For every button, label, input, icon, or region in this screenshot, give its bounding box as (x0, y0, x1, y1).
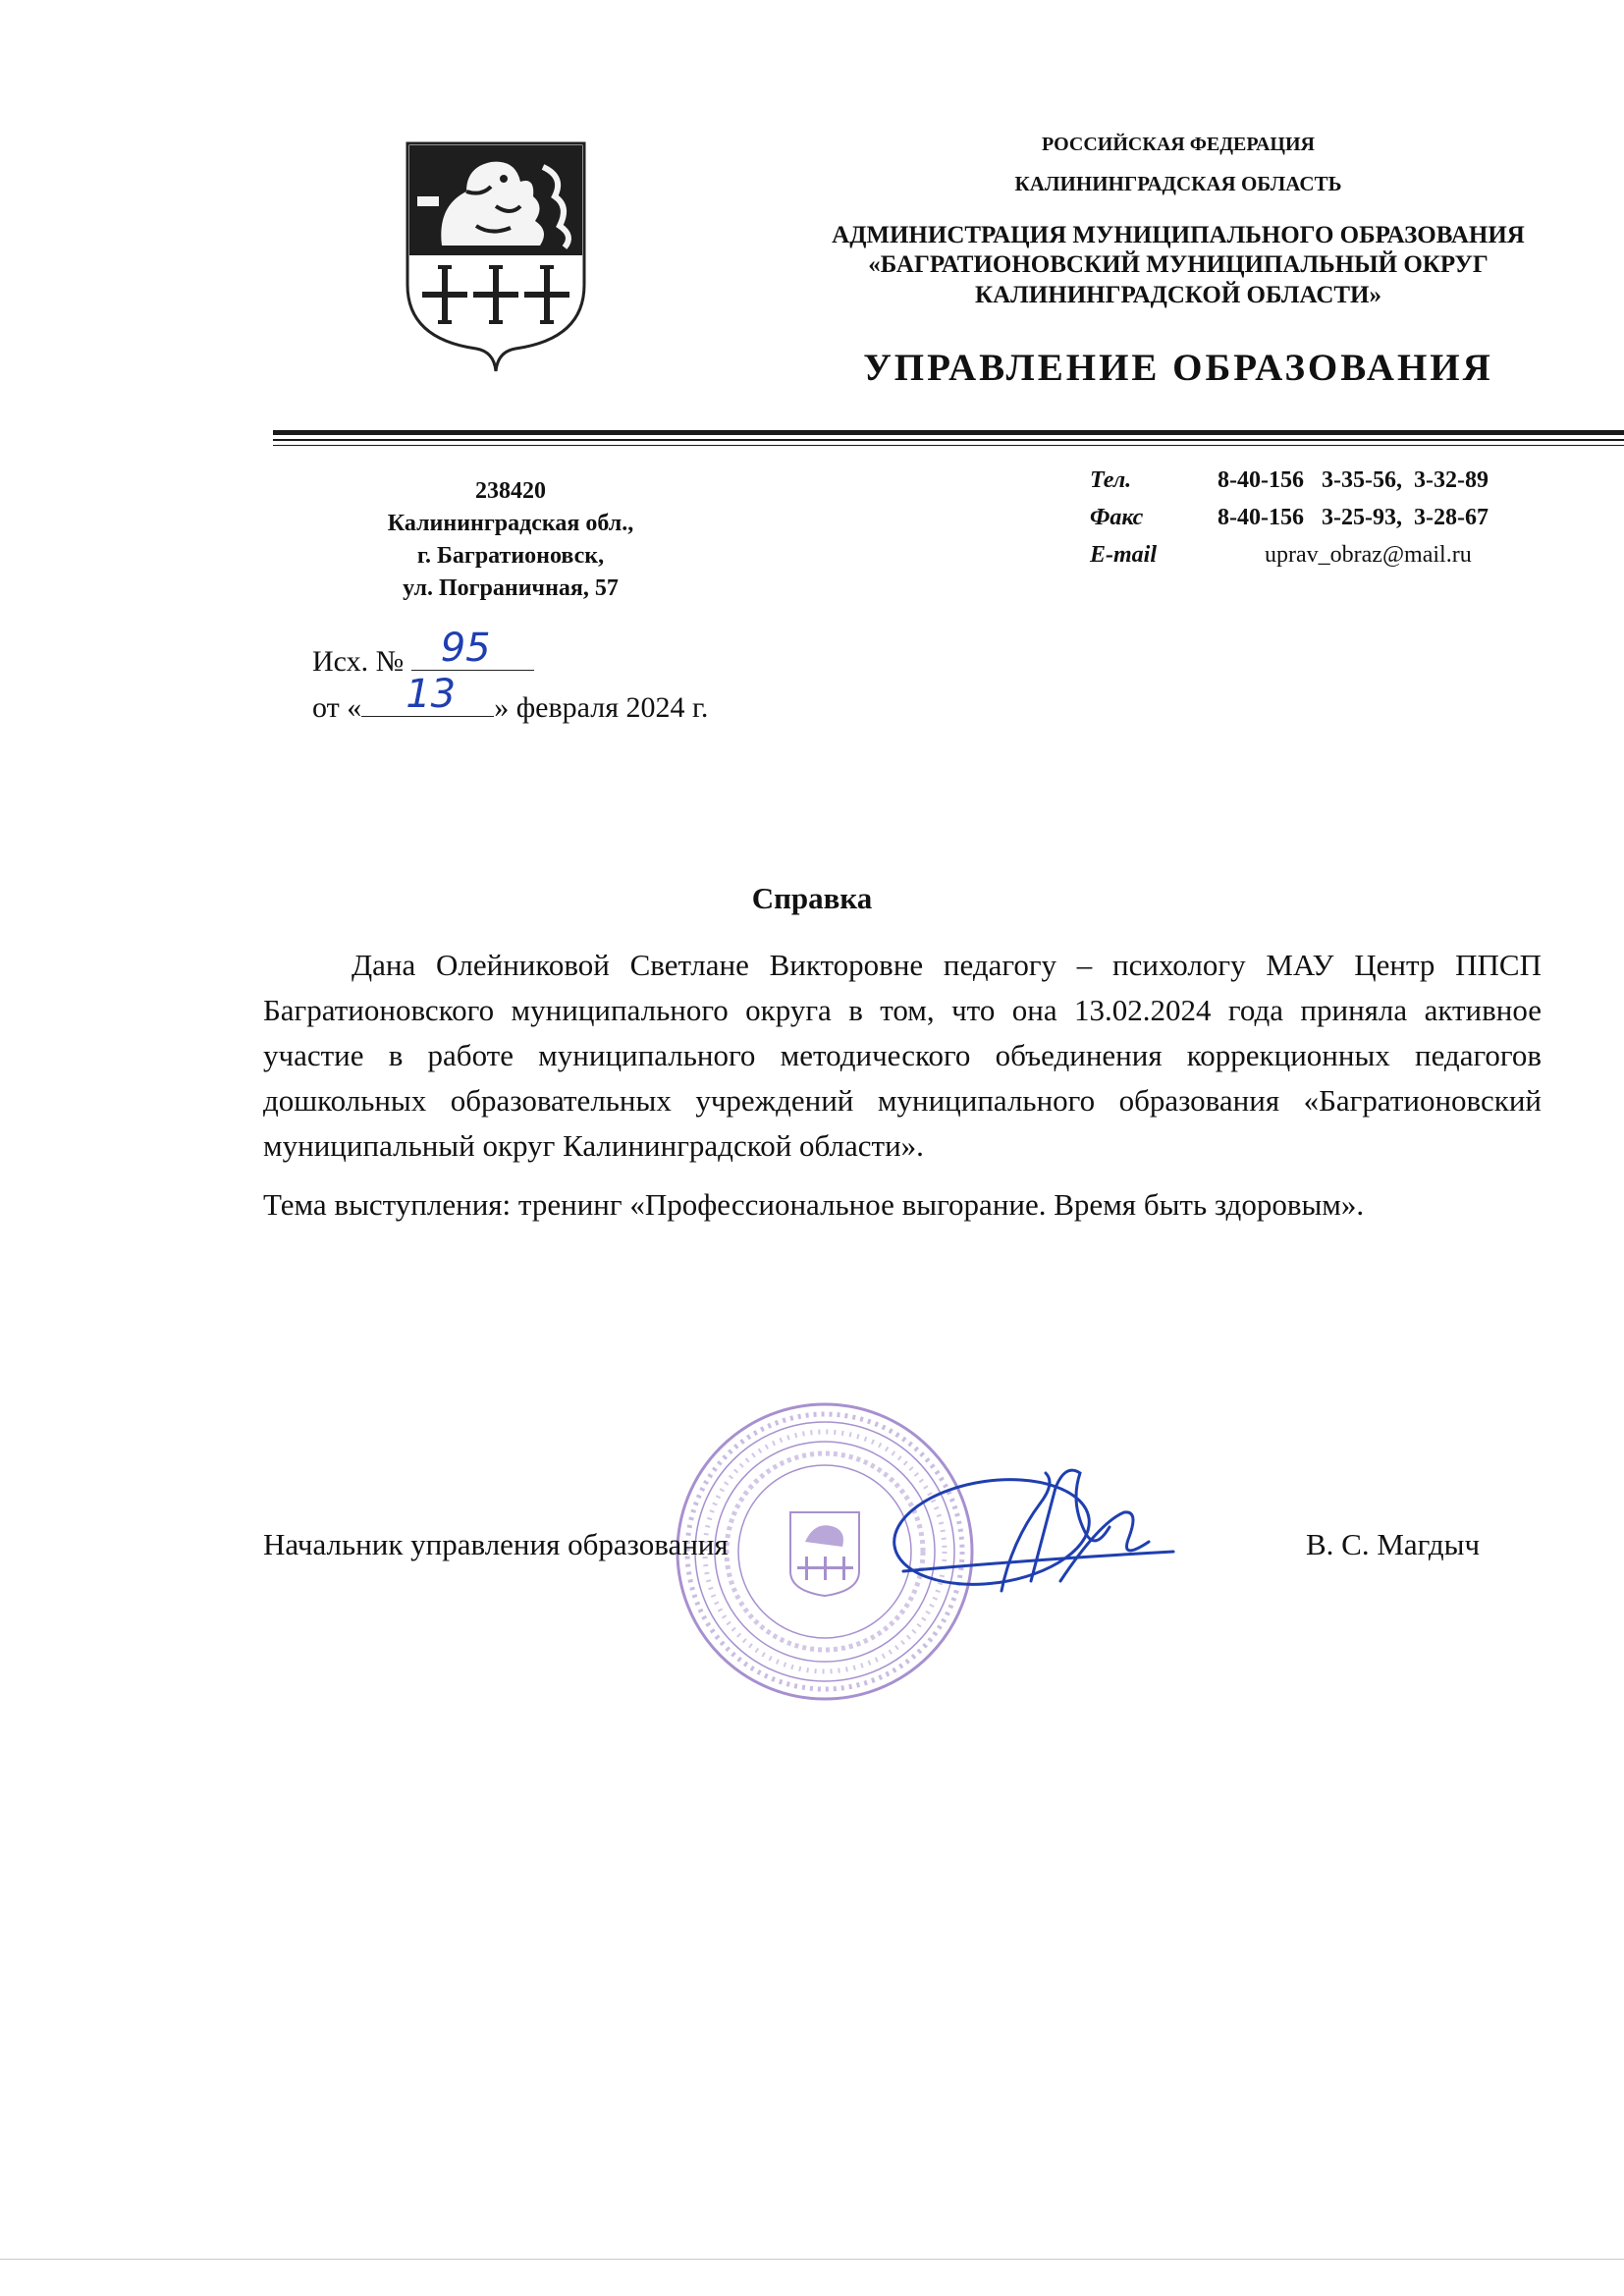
sender-address (295, 475, 727, 605)
header-divider-hairline (273, 445, 1624, 446)
outgoing-number-row (312, 626, 708, 684)
contact-phone-row (1090, 462, 1489, 499)
header-department: УПРАВЛЕНИЕ ОБРАЗОВАНИЯ (863, 347, 1493, 389)
date-day-field (361, 672, 494, 717)
address-street: ул. Пограничная, 57 (403, 575, 619, 601)
contact-block (1090, 462, 1489, 574)
outgoing-reference (312, 626, 709, 731)
phone-value: 8-40-156 3-35-56, 3-32-89 (1218, 467, 1489, 493)
address-region: Калининградская обл., (387, 511, 634, 536)
signatory-position: Начальник управления образования (263, 1527, 729, 1561)
scan-edge-line (0, 2259, 1624, 2260)
outgoing-number-handwritten: 95 (440, 626, 491, 671)
header-admin-line-3: КАЛИНИНГРАДСКОЙ ОБЛАСТИ» (975, 282, 1381, 308)
date-prefix: от « (312, 691, 362, 724)
body-paragraph-1: Дана Олейниковой Светлане Викторовне педагогу – психологу МАУ Центр ППСП Багратионовского муниципального округа в том, что она 13.02.2024 года приняла активное участие в работе муниципального методического объединения коррекционных педагогов дошкольных образовательных учреждений муниципального образования «Багратионовский муниципальный округ Калининградской области». (263, 948, 1542, 1163)
fax-value: 8-40-156 3-25-93, 3-28-67 (1218, 505, 1489, 530)
body-paragraph-2: Тема выступления: тренинг «Профессиональное выгорание. Время быть здоровым». (263, 1187, 1365, 1222)
contact-email-row (1090, 536, 1489, 574)
email-label: E-mail (1090, 542, 1158, 568)
phone-label: Тел. (1090, 467, 1132, 493)
outgoing-date-row (312, 672, 709, 731)
document-body (263, 943, 1542, 1228)
address-city: г. Багратионовск, (416, 543, 605, 569)
header-admin-line-1: АДМИНИСТРАЦИЯ МУНИЦИПАЛЬНОГО ОБРАЗОВАНИЯ (832, 222, 1525, 248)
handwritten-signature-icon (884, 1444, 1198, 1630)
header-region: КАЛИНИНГРАДСКАЯ ОБЛАСТЬ (1014, 172, 1342, 195)
coat-of-arms-icon (398, 137, 594, 373)
contact-fax-row (1090, 499, 1489, 536)
date-day-handwritten: 13 (406, 672, 457, 717)
header-country: РОССИЙСКАЯ ФЕДЕРАЦИЯ (1041, 134, 1315, 155)
outgoing-number-field (411, 626, 534, 671)
date-suffix: » февраля 2024 г. (494, 691, 709, 724)
fax-label: Факс (1090, 505, 1144, 530)
header-divider-thin (273, 439, 1624, 441)
address-postcode: 238420 (475, 478, 546, 504)
header-divider-thick (273, 430, 1624, 435)
outgoing-number-label: Исх. № (312, 645, 405, 678)
header-admin-line-2: «БАГРАТИОНОВСКИЙ МУНИЦИПАЛЬНЫЙ ОКРУГ (868, 251, 1489, 278)
signatory-name: В. С. Магдыч (1306, 1527, 1481, 1561)
document-title: Справка (751, 881, 873, 915)
email-value: uprav_obraz@mail.ru (1265, 542, 1472, 568)
